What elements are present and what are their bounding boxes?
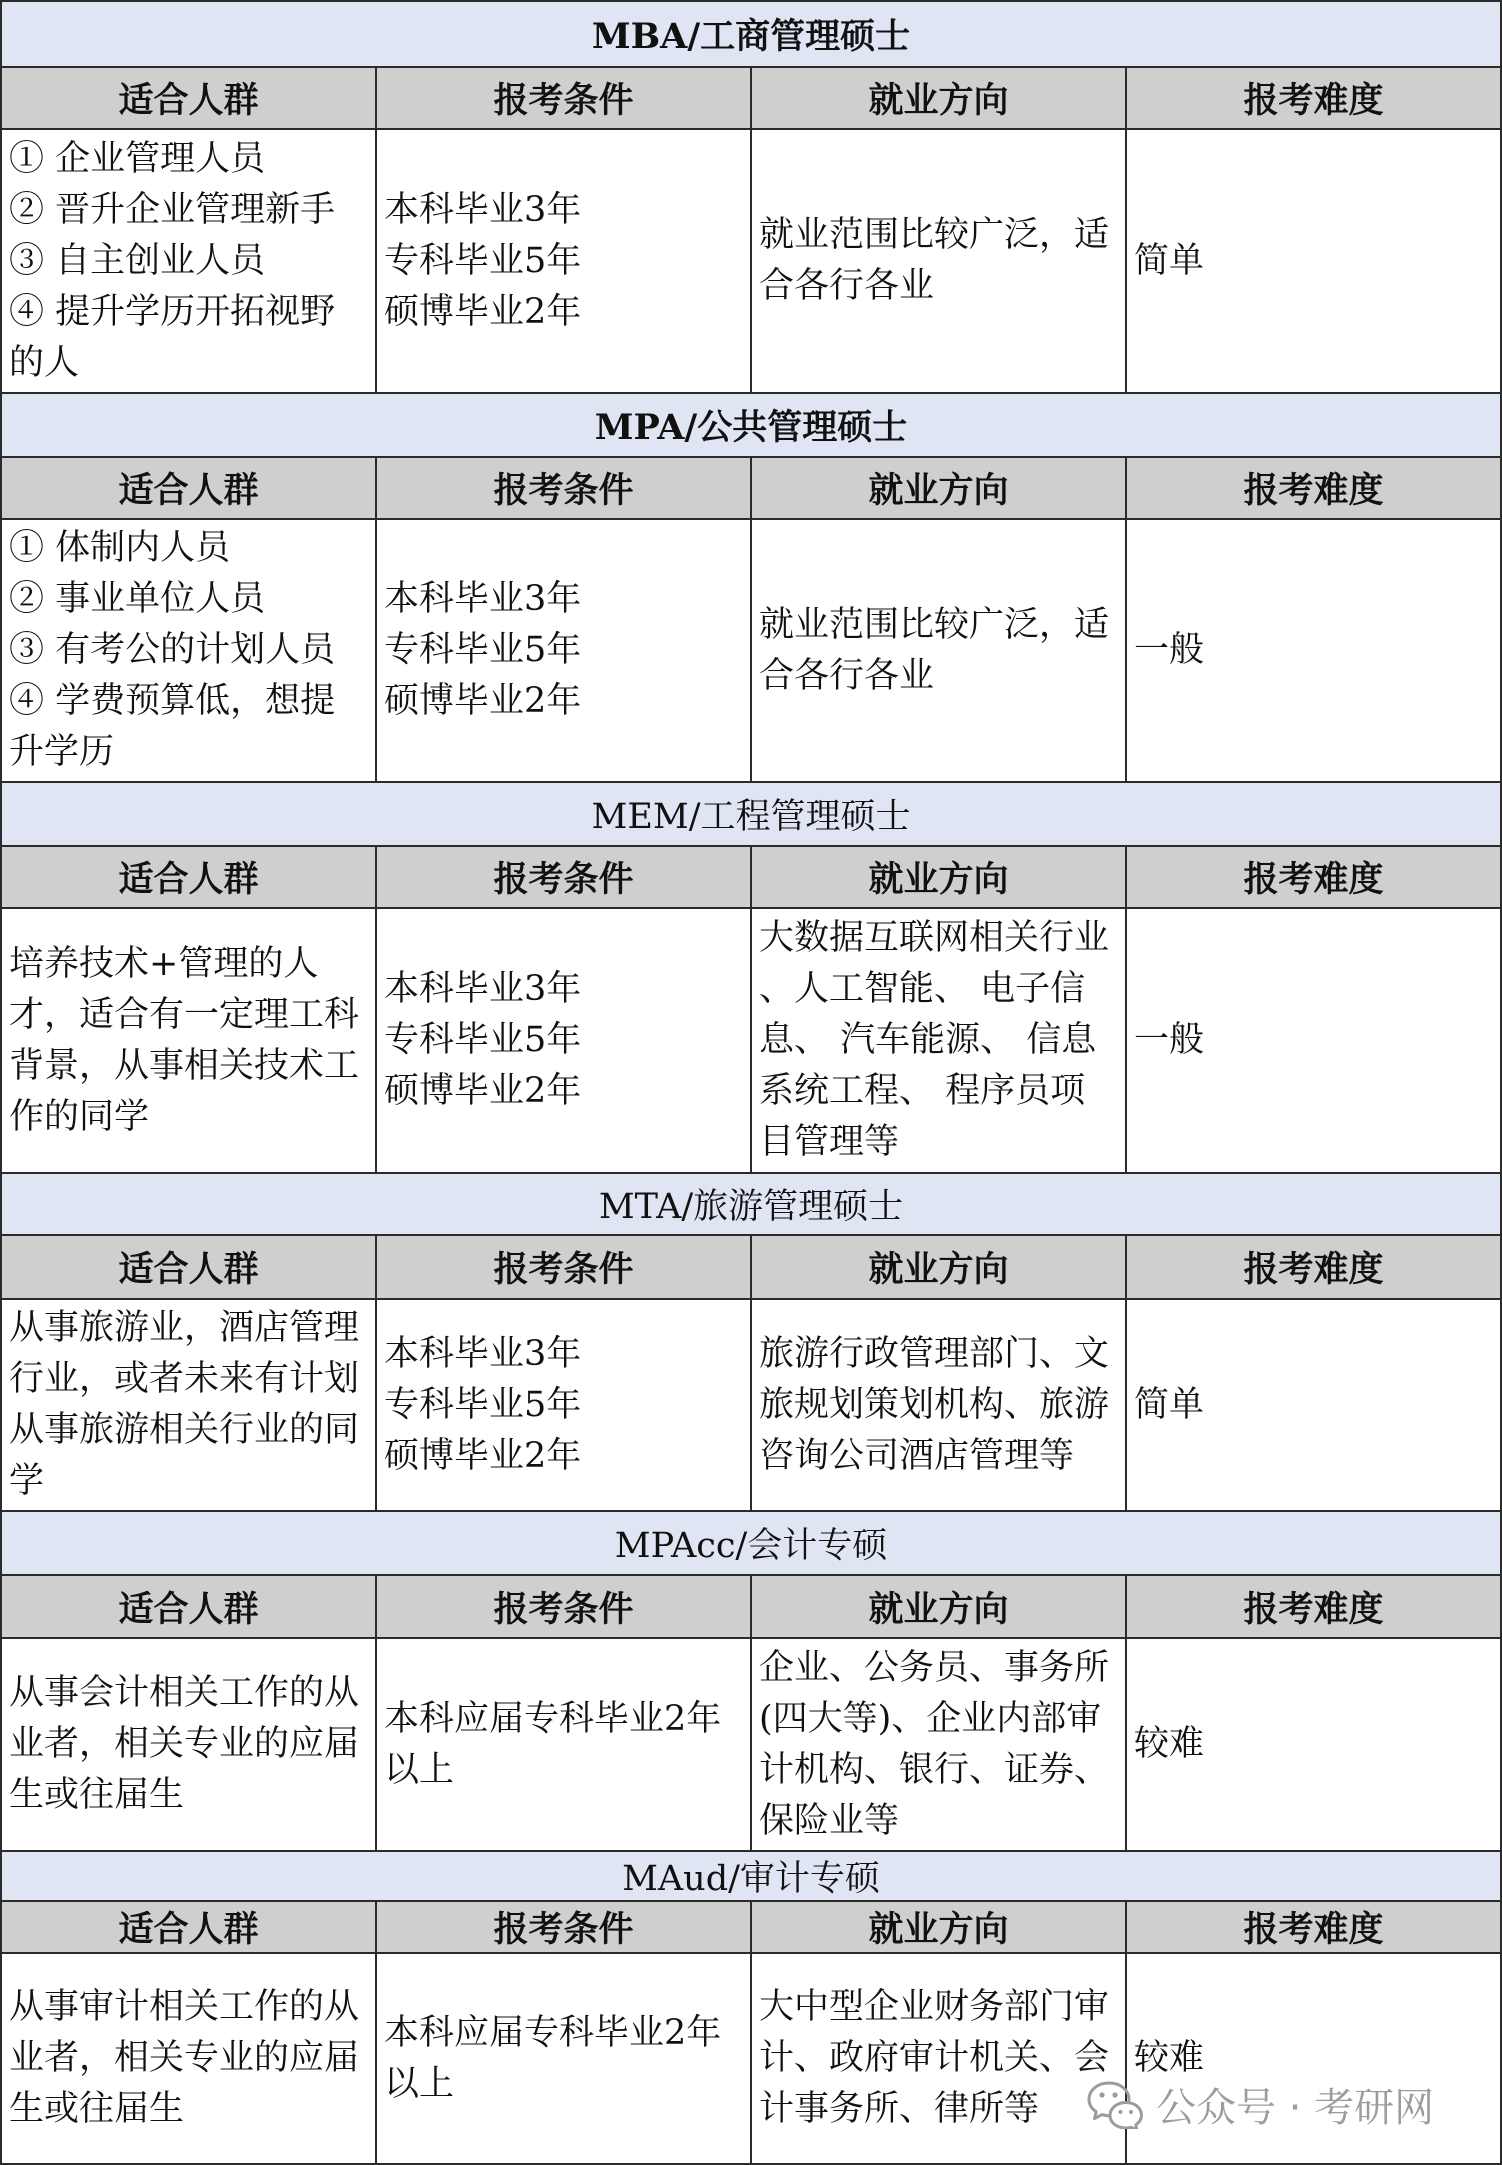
column-header-difficulty: 报考难度 [1127, 1576, 1502, 1637]
program-title-row [2, 783, 1502, 847]
program-title: MPAcc/会计专硕 [614, 1526, 888, 1566]
column-header-career: 就业方向 [752, 458, 1127, 518]
column-header-career: 就业方向 [752, 1902, 1127, 1952]
cell-difficulty [1127, 130, 1502, 392]
column-header-requirements: 报考条件 [377, 458, 752, 518]
cell-career [752, 130, 1127, 392]
cell-line: 培养技术+管理的人 [9, 943, 319, 984]
cell-line: 息、 汽车能源、 信息 [759, 1020, 1097, 1060]
cell-line: 计机构、银行、证券、 [759, 1749, 1110, 1790]
cell-line: 从事会计相关工作的从 [9, 1673, 360, 1713]
cell-line: 从事旅游相关行业的同 [9, 1410, 360, 1450]
column-header-career: 就业方向 [752, 847, 1127, 907]
cell-suitable-for [2, 909, 377, 1172]
column-header-row [2, 847, 1502, 909]
cell-line: ④ 提升学历开拓视野 [9, 291, 336, 332]
cell-line: ① 体制内人员 [9, 528, 231, 568]
program-data-row [2, 130, 1502, 394]
column-header-requirements: 报考条件 [377, 1576, 752, 1637]
program-data-row [2, 1639, 1502, 1852]
cell-line: 业者，相关专业的应届 [9, 2038, 360, 2078]
cell-line: 旅游行政管理部门、文 [759, 1333, 1110, 1374]
cell-line: 专科毕业5年 [384, 240, 582, 281]
difficulty-value: 较难 [1134, 2038, 1205, 2078]
cell-line: 系统工程、 程序员项 [759, 1071, 1086, 1111]
difficulty-value: 简单 [1134, 240, 1205, 281]
program-section [2, 2, 1502, 394]
cell-difficulty [1127, 1300, 1502, 1510]
cell-line: 本科毕业3年 [384, 579, 582, 619]
cell-career [752, 1954, 1127, 2163]
program-title-row [2, 394, 1502, 458]
program-title: MEM/工程管理硕士 [591, 797, 911, 837]
cell-requirements [377, 1639, 752, 1850]
cell-line: 背景，从事相关技术工 [9, 1045, 360, 1086]
program-title-row [2, 1852, 1502, 1902]
cell-line: 专科毕业5年 [384, 1020, 582, 1060]
column-header-suitable-for: 适合人群 [2, 1902, 377, 1952]
column-header-difficulty: 报考难度 [1127, 1236, 1502, 1298]
cell-career [752, 909, 1127, 1172]
cell-line: 才，适合有一定理工科 [9, 994, 360, 1035]
watermark [1086, 2076, 1434, 2132]
cell-line: ④ 学费预算低，想提 [9, 681, 336, 721]
cell-requirements [377, 1954, 752, 2163]
cell-line: 以上 [384, 1749, 455, 1790]
cell-career [752, 1639, 1127, 1850]
cell-line: 以上 [384, 2063, 455, 2104]
program-data-row [2, 909, 1502, 1174]
difficulty-value: 较难 [1134, 1724, 1205, 1764]
cell-line: 大数据互联网相关行业 [759, 918, 1110, 958]
cell-line: ② 晋升企业管理新手 [9, 189, 336, 230]
cell-line: 本科毕业3年 [384, 969, 582, 1009]
cell-requirements [377, 520, 752, 781]
cell-suitable-for [2, 130, 377, 392]
cell-line: 的人 [9, 342, 80, 383]
difficulty-value: 一般 [1134, 630, 1205, 670]
program-section [2, 394, 1502, 783]
cell-line: 保险业等 [759, 1800, 900, 1841]
wechat-icon [1086, 2079, 1144, 2129]
cell-suitable-for [2, 1639, 377, 1850]
cell-line: 大中型企业财务部门审 [759, 1987, 1110, 2027]
program-section [2, 783, 1502, 1174]
column-header-career: 就业方向 [752, 1236, 1127, 1298]
cell-requirements [377, 130, 752, 392]
program-title: MPA/公共管理硕士 [594, 407, 908, 448]
cell-line: ③ 有考公的计划人员 [9, 630, 336, 670]
cell-line: 计事务所、律所等 [759, 2089, 1040, 2129]
program-title: MBA/工商管理硕士 [591, 16, 911, 57]
cell-line: 合各行各业 [759, 655, 935, 696]
cell-line: ③ 自主创业人员 [9, 240, 266, 281]
column-header-career: 就业方向 [752, 68, 1127, 128]
column-header-suitable-for: 适合人群 [2, 68, 377, 128]
difficulty-value: 简单 [1134, 1384, 1205, 1425]
cell-line: 行业，或者未来有计划 [9, 1359, 360, 1399]
program-title: MTA/旅游管理硕士 [598, 1187, 904, 1227]
column-header-suitable-for: 适合人群 [2, 1236, 377, 1298]
watermark-text: 公众号 · 考研网 [1156, 2084, 1435, 2131]
column-header-row [2, 458, 1502, 520]
cell-line: 本科毕业3年 [384, 189, 582, 230]
column-header-suitable-for: 适合人群 [2, 847, 377, 907]
cell-line: 生或往届生 [9, 2089, 185, 2129]
cell-line: 专科毕业5年 [384, 630, 582, 670]
program-section [2, 1174, 1502, 1512]
program-title-row [2, 1512, 1502, 1576]
cell-requirements [377, 909, 752, 1172]
program-title: MAud/审计专硕 [622, 1859, 880, 1899]
cell-difficulty [1127, 1639, 1502, 1850]
column-header-row [2, 68, 1502, 130]
column-header-suitable-for: 适合人群 [2, 1576, 377, 1637]
cell-line: 升学历 [9, 732, 115, 772]
difficulty-value: 一般 [1134, 1020, 1205, 1060]
cell-line: 就业范围比较广泛，适 [759, 215, 1110, 255]
cell-line: 学 [9, 1461, 45, 1501]
program-data-row [2, 520, 1502, 783]
cell-line: 本科应届专科毕业2年 [384, 1698, 722, 1739]
cell-suitable-for [2, 1300, 377, 1510]
cell-line: 咨询公司酒店管理等 [759, 1435, 1075, 1476]
column-header-row [2, 1576, 1502, 1639]
column-header-difficulty: 报考难度 [1127, 458, 1502, 518]
cell-line: 硕博毕业2年 [384, 1435, 582, 1476]
cell-line: 旅规划策划机构、旅游 [759, 1384, 1110, 1425]
cell-suitable-for [2, 1954, 377, 2163]
cell-line: 、人工智能、 电子信 [759, 969, 1086, 1009]
cell-line: 本科应届专科毕业2年 [384, 2012, 722, 2053]
cell-line: 合各行各业 [759, 266, 935, 306]
cell-line: 本科毕业3年 [384, 1333, 582, 1374]
column-header-requirements: 报考条件 [377, 1902, 752, 1952]
column-header-requirements: 报考条件 [377, 68, 752, 128]
column-header-suitable-for: 适合人群 [2, 458, 377, 518]
program-data-row [2, 1954, 1502, 2165]
cell-career [752, 520, 1127, 781]
cell-line: 硕博毕业2年 [384, 681, 582, 721]
program-title-row [2, 1174, 1502, 1236]
cell-line: 计、政府审计机关、会 [759, 2038, 1110, 2078]
cell-requirements [377, 1300, 752, 1510]
cell-suitable-for [2, 520, 377, 781]
column-header-career: 就业方向 [752, 1576, 1127, 1637]
program-section [2, 1512, 1502, 1852]
column-header-difficulty: 报考难度 [1127, 68, 1502, 128]
column-header-requirements: 报考条件 [377, 1236, 752, 1298]
column-header-requirements: 报考条件 [377, 847, 752, 907]
cell-difficulty [1127, 909, 1502, 1172]
cell-line: ① 企业管理人员 [9, 138, 266, 179]
cell-line: 硕博毕业2年 [384, 1071, 582, 1111]
column-header-difficulty: 报考难度 [1127, 1902, 1502, 1952]
cell-line: 生或往届生 [9, 1775, 185, 1815]
cell-line: 从事审计相关工作的从 [9, 1987, 360, 2027]
cell-line: 目管理等 [759, 1122, 900, 1162]
program-title-row [2, 2, 1502, 68]
cell-line: 企业、公务员、事务所 [759, 1647, 1110, 1688]
cell-line: 业者，相关专业的应届 [9, 1724, 360, 1764]
cell-line: 专科毕业5年 [384, 1384, 582, 1425]
cell-line: 从事旅游业，酒店管理 [9, 1308, 360, 1348]
program-data-row [2, 1300, 1502, 1512]
cell-career [752, 1300, 1127, 1510]
cell-line: (四大等)、企业内部审 [759, 1698, 1102, 1739]
cell-line: 就业范围比较广泛，适 [759, 604, 1110, 645]
cell-line: 作的同学 [9, 1096, 150, 1137]
column-header-row [2, 1902, 1502, 1954]
cell-line: ② 事业单位人员 [9, 579, 266, 619]
column-header-difficulty: 报考难度 [1127, 847, 1502, 907]
cell-line: 硕博毕业2年 [384, 291, 582, 332]
cell-difficulty [1127, 520, 1502, 781]
column-header-row [2, 1236, 1502, 1300]
